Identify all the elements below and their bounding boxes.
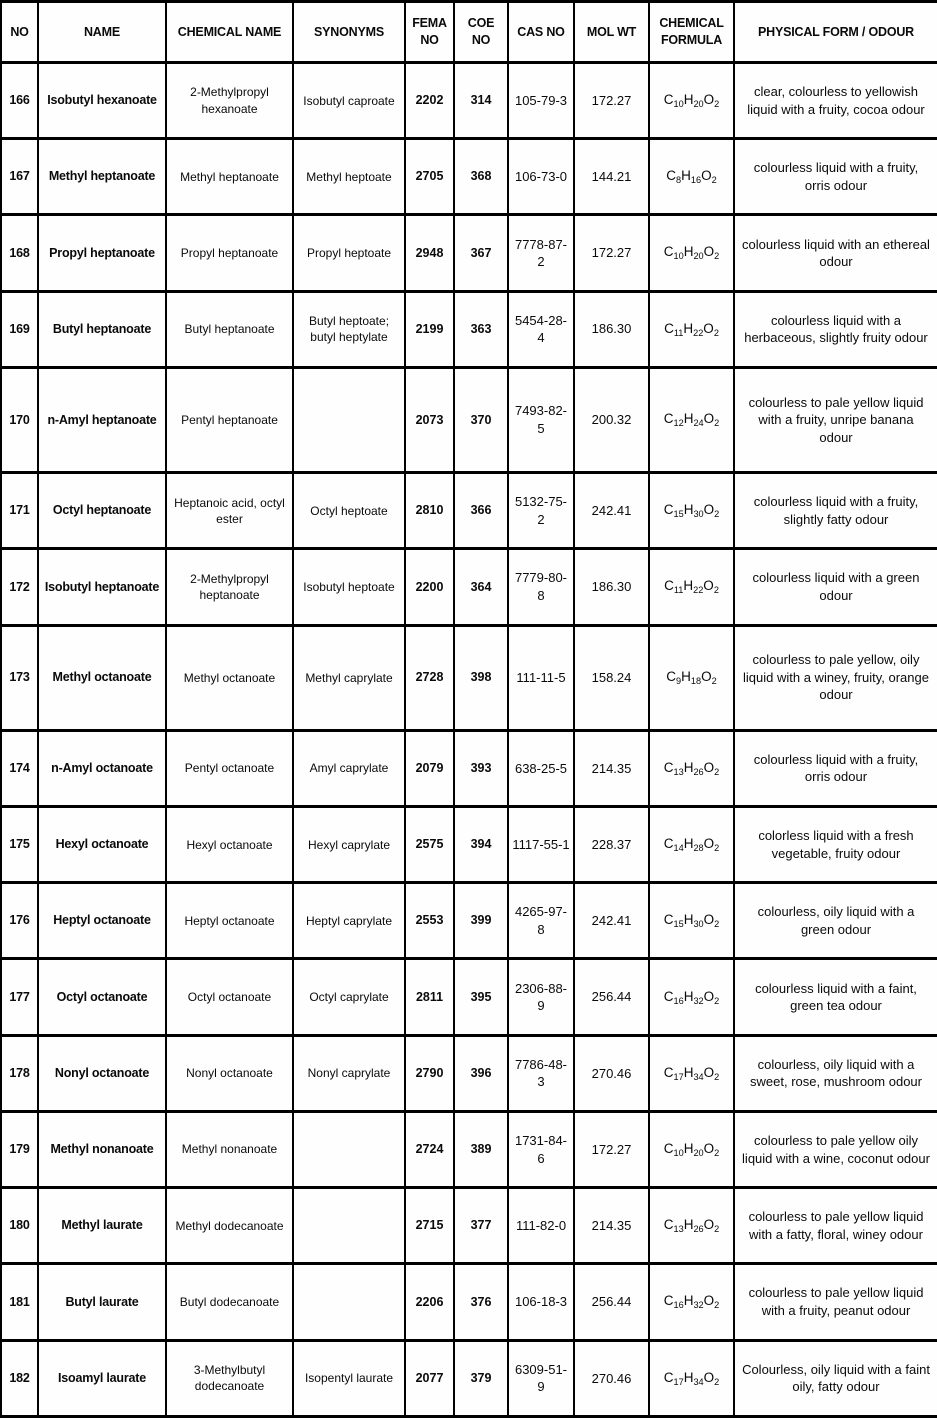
cell-fema_no: 2811 — [405, 959, 454, 1035]
cell-no: 179 — [1, 1111, 38, 1187]
cell-no: 173 — [1, 625, 38, 730]
cell-fema_no: 2948 — [405, 215, 454, 291]
cell-name: n-Amyl heptanoate — [38, 367, 166, 472]
cell-mol_wt: 200.32 — [574, 367, 649, 472]
cell-chemical_name: 3-Methylbutyl dodecanoate — [166, 1340, 293, 1416]
table-row — [1, 807, 937, 883]
cell-name: Methyl laurate — [38, 1188, 166, 1264]
cell-fema_no: 2077 — [405, 1340, 454, 1416]
cell-chemical_formula: $C_{10}H_{20}O_2$ — [649, 215, 734, 291]
cell-physical_form_odour: colourless to pale yellow liquid with a fatty, floral, winey odour — [734, 1188, 937, 1264]
cell-mol_wt: 270.46 — [574, 1340, 649, 1416]
cell-cas_no: 7779-80-8 — [508, 549, 574, 625]
table-row — [1, 215, 937, 291]
cell-coe_no: 394 — [454, 807, 508, 883]
cell-cas_no: 2306-88-9 — [508, 959, 574, 1035]
cell-chemical_formula: $C_{16}H_{32}O_2$ — [649, 959, 734, 1035]
cell-chemical_formula: $C_{15}H_{30}O_2$ — [649, 883, 734, 959]
cell-name: Hexyl octanoate — [38, 807, 166, 883]
cell-chemical_name: Pentyl heptanoate — [166, 367, 293, 472]
cell-synonyms — [293, 367, 405, 472]
cell-chemical_name: Butyl dodecanoate — [166, 1264, 293, 1340]
cell-chemical_name: Hexyl octanoate — [166, 807, 293, 883]
cell-synonyms: Isobutyl caproate — [293, 63, 405, 139]
table-row — [1, 1264, 937, 1340]
cell-mol_wt: 214.35 — [574, 730, 649, 806]
cell-name: Nonyl octanoate — [38, 1035, 166, 1111]
cell-no: 166 — [1, 63, 38, 139]
cell-coe_no: 398 — [454, 625, 508, 730]
cell-chemical_name: Nonyl octanoate — [166, 1035, 293, 1111]
table-row — [1, 139, 937, 215]
cell-chemical_formula: $C_8H_{16}O_2$ — [649, 139, 734, 215]
cell-chemical_name: Pentyl octanoate — [166, 730, 293, 806]
cell-cas_no: 4265-97-8 — [508, 883, 574, 959]
cell-name: Butyl laurate — [38, 1264, 166, 1340]
table-row — [1, 1188, 937, 1264]
table-header-row — [1, 2, 937, 63]
cell-chemical_formula: $C_{13}H_{26}O_2$ — [649, 1188, 734, 1264]
cell-cas_no: 111-11-5 — [508, 625, 574, 730]
cell-chemical_name: Propyl heptanoate — [166, 215, 293, 291]
cell-no: 175 — [1, 807, 38, 883]
cell-coe_no: 366 — [454, 473, 508, 549]
cell-synonyms — [293, 1111, 405, 1187]
cell-mol_wt: 144.21 — [574, 139, 649, 215]
cell-chemical_name: 2-Methylpropyl heptanoate — [166, 549, 293, 625]
cell-coe_no: 389 — [454, 1111, 508, 1187]
cell-name: Octyl octanoate — [38, 959, 166, 1035]
cell-chemical_name: Methyl heptanoate — [166, 139, 293, 215]
cell-physical_form_odour: colourless, oily liquid with a sweet, rose, mushroom odour — [734, 1035, 937, 1111]
cell-synonyms: Heptyl caprylate — [293, 883, 405, 959]
cell-coe_no: 368 — [454, 139, 508, 215]
cell-chemical_formula: $C_{17}H_{34}O_2$ — [649, 1340, 734, 1416]
cell-chemical_formula: $C_{10}H_{20}O_2$ — [649, 63, 734, 139]
cell-cas_no: 6309-51-9 — [508, 1340, 574, 1416]
column-header-chemical_name: CHEMICAL NAME — [166, 2, 293, 63]
table-row — [1, 625, 937, 730]
cell-synonyms — [293, 1188, 405, 1264]
cell-no: 169 — [1, 291, 38, 367]
cell-synonyms: Isobutyl heptoate — [293, 549, 405, 625]
cell-fema_no: 2553 — [405, 883, 454, 959]
cell-coe_no: 396 — [454, 1035, 508, 1111]
cell-coe_no: 367 — [454, 215, 508, 291]
cell-physical_form_odour: colourless to pale yellow liquid with a fruity, unripe banana odour — [734, 367, 937, 472]
cell-chemical_name: 2-Methylpropyl hexanoate — [166, 63, 293, 139]
cell-no: 171 — [1, 473, 38, 549]
cell-coe_no: 393 — [454, 730, 508, 806]
cell-name: Methyl octanoate — [38, 625, 166, 730]
table-row — [1, 883, 937, 959]
cell-chemical_formula: $C_{12}H_{24}O_2$ — [649, 367, 734, 472]
cell-no: 168 — [1, 215, 38, 291]
cell-chemical_formula: $C_{13}H_{26}O_2$ — [649, 730, 734, 806]
cell-mol_wt: 228.37 — [574, 807, 649, 883]
cell-coe_no: 363 — [454, 291, 508, 367]
cell-fema_no: 2202 — [405, 63, 454, 139]
table-row — [1, 1340, 937, 1416]
cell-chemical_formula: $C_{10}H_{20}O_2$ — [649, 1111, 734, 1187]
cell-cas_no: 7493-82-5 — [508, 367, 574, 472]
cell-cas_no: 7786-48-3 — [508, 1035, 574, 1111]
cell-chemical_formula: $C_{15}H_{30}O_2$ — [649, 473, 734, 549]
cell-synonyms: Nonyl caprylate — [293, 1035, 405, 1111]
cell-no: 167 — [1, 139, 38, 215]
cell-physical_form_odour: colourless liquid with a faint, green tea odour — [734, 959, 937, 1035]
cell-cas_no: 111-82-0 — [508, 1188, 574, 1264]
table-row — [1, 1035, 937, 1111]
cell-physical_form_odour: colorless liquid with a fresh vegetable, fruity odour — [734, 807, 937, 883]
column-header-name: NAME — [38, 2, 166, 63]
cell-no: 172 — [1, 549, 38, 625]
cell-fema_no: 2206 — [405, 1264, 454, 1340]
cell-fema_no: 2728 — [405, 625, 454, 730]
cell-mol_wt: 186.30 — [574, 291, 649, 367]
column-header-coe_no: COE NO — [454, 2, 508, 63]
cell-chemical_name: Methyl nonanoate — [166, 1111, 293, 1187]
cell-chemical_name: Butyl heptanoate — [166, 291, 293, 367]
column-header-fema_no: FEMA NO — [405, 2, 454, 63]
cell-cas_no: 5454-28-4 — [508, 291, 574, 367]
cell-mol_wt: 172.27 — [574, 215, 649, 291]
cell-name: Octyl heptanoate — [38, 473, 166, 549]
cell-cas_no: 5132-75-2 — [508, 473, 574, 549]
table-row — [1, 959, 937, 1035]
cell-physical_form_odour: colourless to pale yellow oily liquid with a wine, coconut odour — [734, 1111, 937, 1187]
cell-name: Isobutyl heptanoate — [38, 549, 166, 625]
cell-no: 177 — [1, 959, 38, 1035]
cell-chemical_formula: $C_{14}H_{28}O_2$ — [649, 807, 734, 883]
cell-coe_no: 376 — [454, 1264, 508, 1340]
column-header-cas_no: CAS NO — [508, 2, 574, 63]
table-row — [1, 549, 937, 625]
table-header — [1, 2, 937, 63]
cell-name: Heptyl octanoate — [38, 883, 166, 959]
cell-mol_wt: 256.44 — [574, 959, 649, 1035]
cell-synonyms: Methyl caprylate — [293, 625, 405, 730]
cell-synonyms: Isopentyl laurate — [293, 1340, 405, 1416]
cell-name: Butyl heptanoate — [38, 291, 166, 367]
cell-fema_no: 2079 — [405, 730, 454, 806]
cell-chemical_name: Heptyl octanoate — [166, 883, 293, 959]
cell-mol_wt: 172.27 — [574, 63, 649, 139]
cell-physical_form_odour: colourless to pale yellow liquid with a fruity, peanut odour — [734, 1264, 937, 1340]
table-row — [1, 1111, 937, 1187]
table-row — [1, 473, 937, 549]
cell-no: 181 — [1, 1264, 38, 1340]
column-header-mol_wt: MOL WT — [574, 2, 649, 63]
cell-cas_no: 1117-55-1 — [508, 807, 574, 883]
cell-fema_no: 2810 — [405, 473, 454, 549]
column-header-chemical_formula: CHEMICAL FORMULA — [649, 2, 734, 63]
cell-chemical_name: Methyl octanoate — [166, 625, 293, 730]
table-row — [1, 291, 937, 367]
cell-synonyms: Octyl caprylate — [293, 959, 405, 1035]
cell-synonyms: Hexyl caprylate — [293, 807, 405, 883]
cell-no: 176 — [1, 883, 38, 959]
cell-chemical_formula: $C_{11}H_{22}O_2$ — [649, 291, 734, 367]
cell-chemical_formula: $C_9H_{18}O_2$ — [649, 625, 734, 730]
cell-coe_no: 377 — [454, 1188, 508, 1264]
cell-name: Propyl heptanoate — [38, 215, 166, 291]
cell-fema_no: 2705 — [405, 139, 454, 215]
cell-chemical_name: Heptanoic acid, octyl ester — [166, 473, 293, 549]
cell-synonyms: Octyl heptoate — [293, 473, 405, 549]
cell-mol_wt: 242.41 — [574, 473, 649, 549]
cell-cas_no: 106-73-0 — [508, 139, 574, 215]
cell-physical_form_odour: colourless liquid with a fruity, orris odour — [734, 139, 937, 215]
cell-fema_no: 2073 — [405, 367, 454, 472]
cell-name: Isoamyl laurate — [38, 1340, 166, 1416]
cell-fema_no: 2200 — [405, 549, 454, 625]
cell-fema_no: 2790 — [405, 1035, 454, 1111]
cell-mol_wt: 256.44 — [574, 1264, 649, 1340]
cell-physical_form_odour: clear, colourless to yellowish liquid with a fruity, cocoa odour — [734, 63, 937, 139]
column-header-no: NO — [1, 2, 38, 63]
cell-cas_no: 106-18-3 — [508, 1264, 574, 1340]
table-row — [1, 730, 937, 806]
cell-coe_no: 370 — [454, 367, 508, 472]
cell-no: 180 — [1, 1188, 38, 1264]
cell-coe_no: 364 — [454, 549, 508, 625]
cell-chemical_name: Octyl octanoate — [166, 959, 293, 1035]
cell-no: 178 — [1, 1035, 38, 1111]
cell-coe_no: 314 — [454, 63, 508, 139]
cell-physical_form_odour: colourless liquid with a herbaceous, slightly fruity odour — [734, 291, 937, 367]
cell-no: 170 — [1, 367, 38, 472]
cell-synonyms: Methyl heptoate — [293, 139, 405, 215]
cell-mol_wt: 270.46 — [574, 1035, 649, 1111]
cell-mol_wt: 242.41 — [574, 883, 649, 959]
cell-physical_form_odour: colourless liquid with a green odour — [734, 549, 937, 625]
table-row — [1, 63, 937, 139]
cell-name: Isobutyl hexanoate — [38, 63, 166, 139]
cell-fema_no: 2724 — [405, 1111, 454, 1187]
cell-cas_no: 7778-87-2 — [508, 215, 574, 291]
cell-no: 174 — [1, 730, 38, 806]
cell-coe_no: 395 — [454, 959, 508, 1035]
cell-cas_no: 638-25-5 — [508, 730, 574, 806]
cell-synonyms: Propyl heptoate — [293, 215, 405, 291]
cell-cas_no: 1731-84-6 — [508, 1111, 574, 1187]
cell-chemical_formula: $C_{16}H_{32}O_2$ — [649, 1264, 734, 1340]
cell-name: Methyl nonanoate — [38, 1111, 166, 1187]
cell-chemical_name: Methyl dodecanoate — [166, 1188, 293, 1264]
cell-synonyms: Amyl caprylate — [293, 730, 405, 806]
cell-name: n-Amyl octanoate — [38, 730, 166, 806]
cell-fema_no: 2575 — [405, 807, 454, 883]
cell-mol_wt: 186.30 — [574, 549, 649, 625]
cell-fema_no: 2199 — [405, 291, 454, 367]
cell-name: Methyl heptanoate — [38, 139, 166, 215]
table-body — [1, 63, 937, 1417]
cell-physical_form_odour: colourless liquid with a fruity, slightly fatty odour — [734, 473, 937, 549]
cell-physical_form_odour: colourless liquid with a fruity, orris odour — [734, 730, 937, 806]
cell-synonyms: Butyl heptoate; butyl heptylate — [293, 291, 405, 367]
cell-mol_wt: 214.35 — [574, 1188, 649, 1264]
column-header-physical_form_odour: PHYSICAL FORM / ODOUR — [734, 2, 937, 63]
cell-physical_form_odour: colourless, oily liquid with a green odour — [734, 883, 937, 959]
cell-cas_no: 105-79-3 — [508, 63, 574, 139]
cell-fema_no: 2715 — [405, 1188, 454, 1264]
column-header-synonyms: SYNONYMS — [293, 2, 405, 63]
cell-mol_wt: 158.24 — [574, 625, 649, 730]
cell-physical_form_odour: colourless liquid with an ethereal odour — [734, 215, 937, 291]
cell-no: 182 — [1, 1340, 38, 1416]
table-row — [1, 367, 937, 472]
cell-coe_no: 399 — [454, 883, 508, 959]
cell-chemical_formula: $C_{17}H_{34}O_2$ — [649, 1035, 734, 1111]
cell-physical_form_odour: Colourless, oily liquid with a faint oily, fatty odour — [734, 1340, 937, 1416]
cell-physical_form_odour: colourless to pale yellow, oily liquid with a winey, fruity, orange odour — [734, 625, 937, 730]
cell-synonyms — [293, 1264, 405, 1340]
cell-chemical_formula: $C_{11}H_{22}O_2$ — [649, 549, 734, 625]
cell-mol_wt: 172.27 — [574, 1111, 649, 1187]
cell-coe_no: 379 — [454, 1340, 508, 1416]
